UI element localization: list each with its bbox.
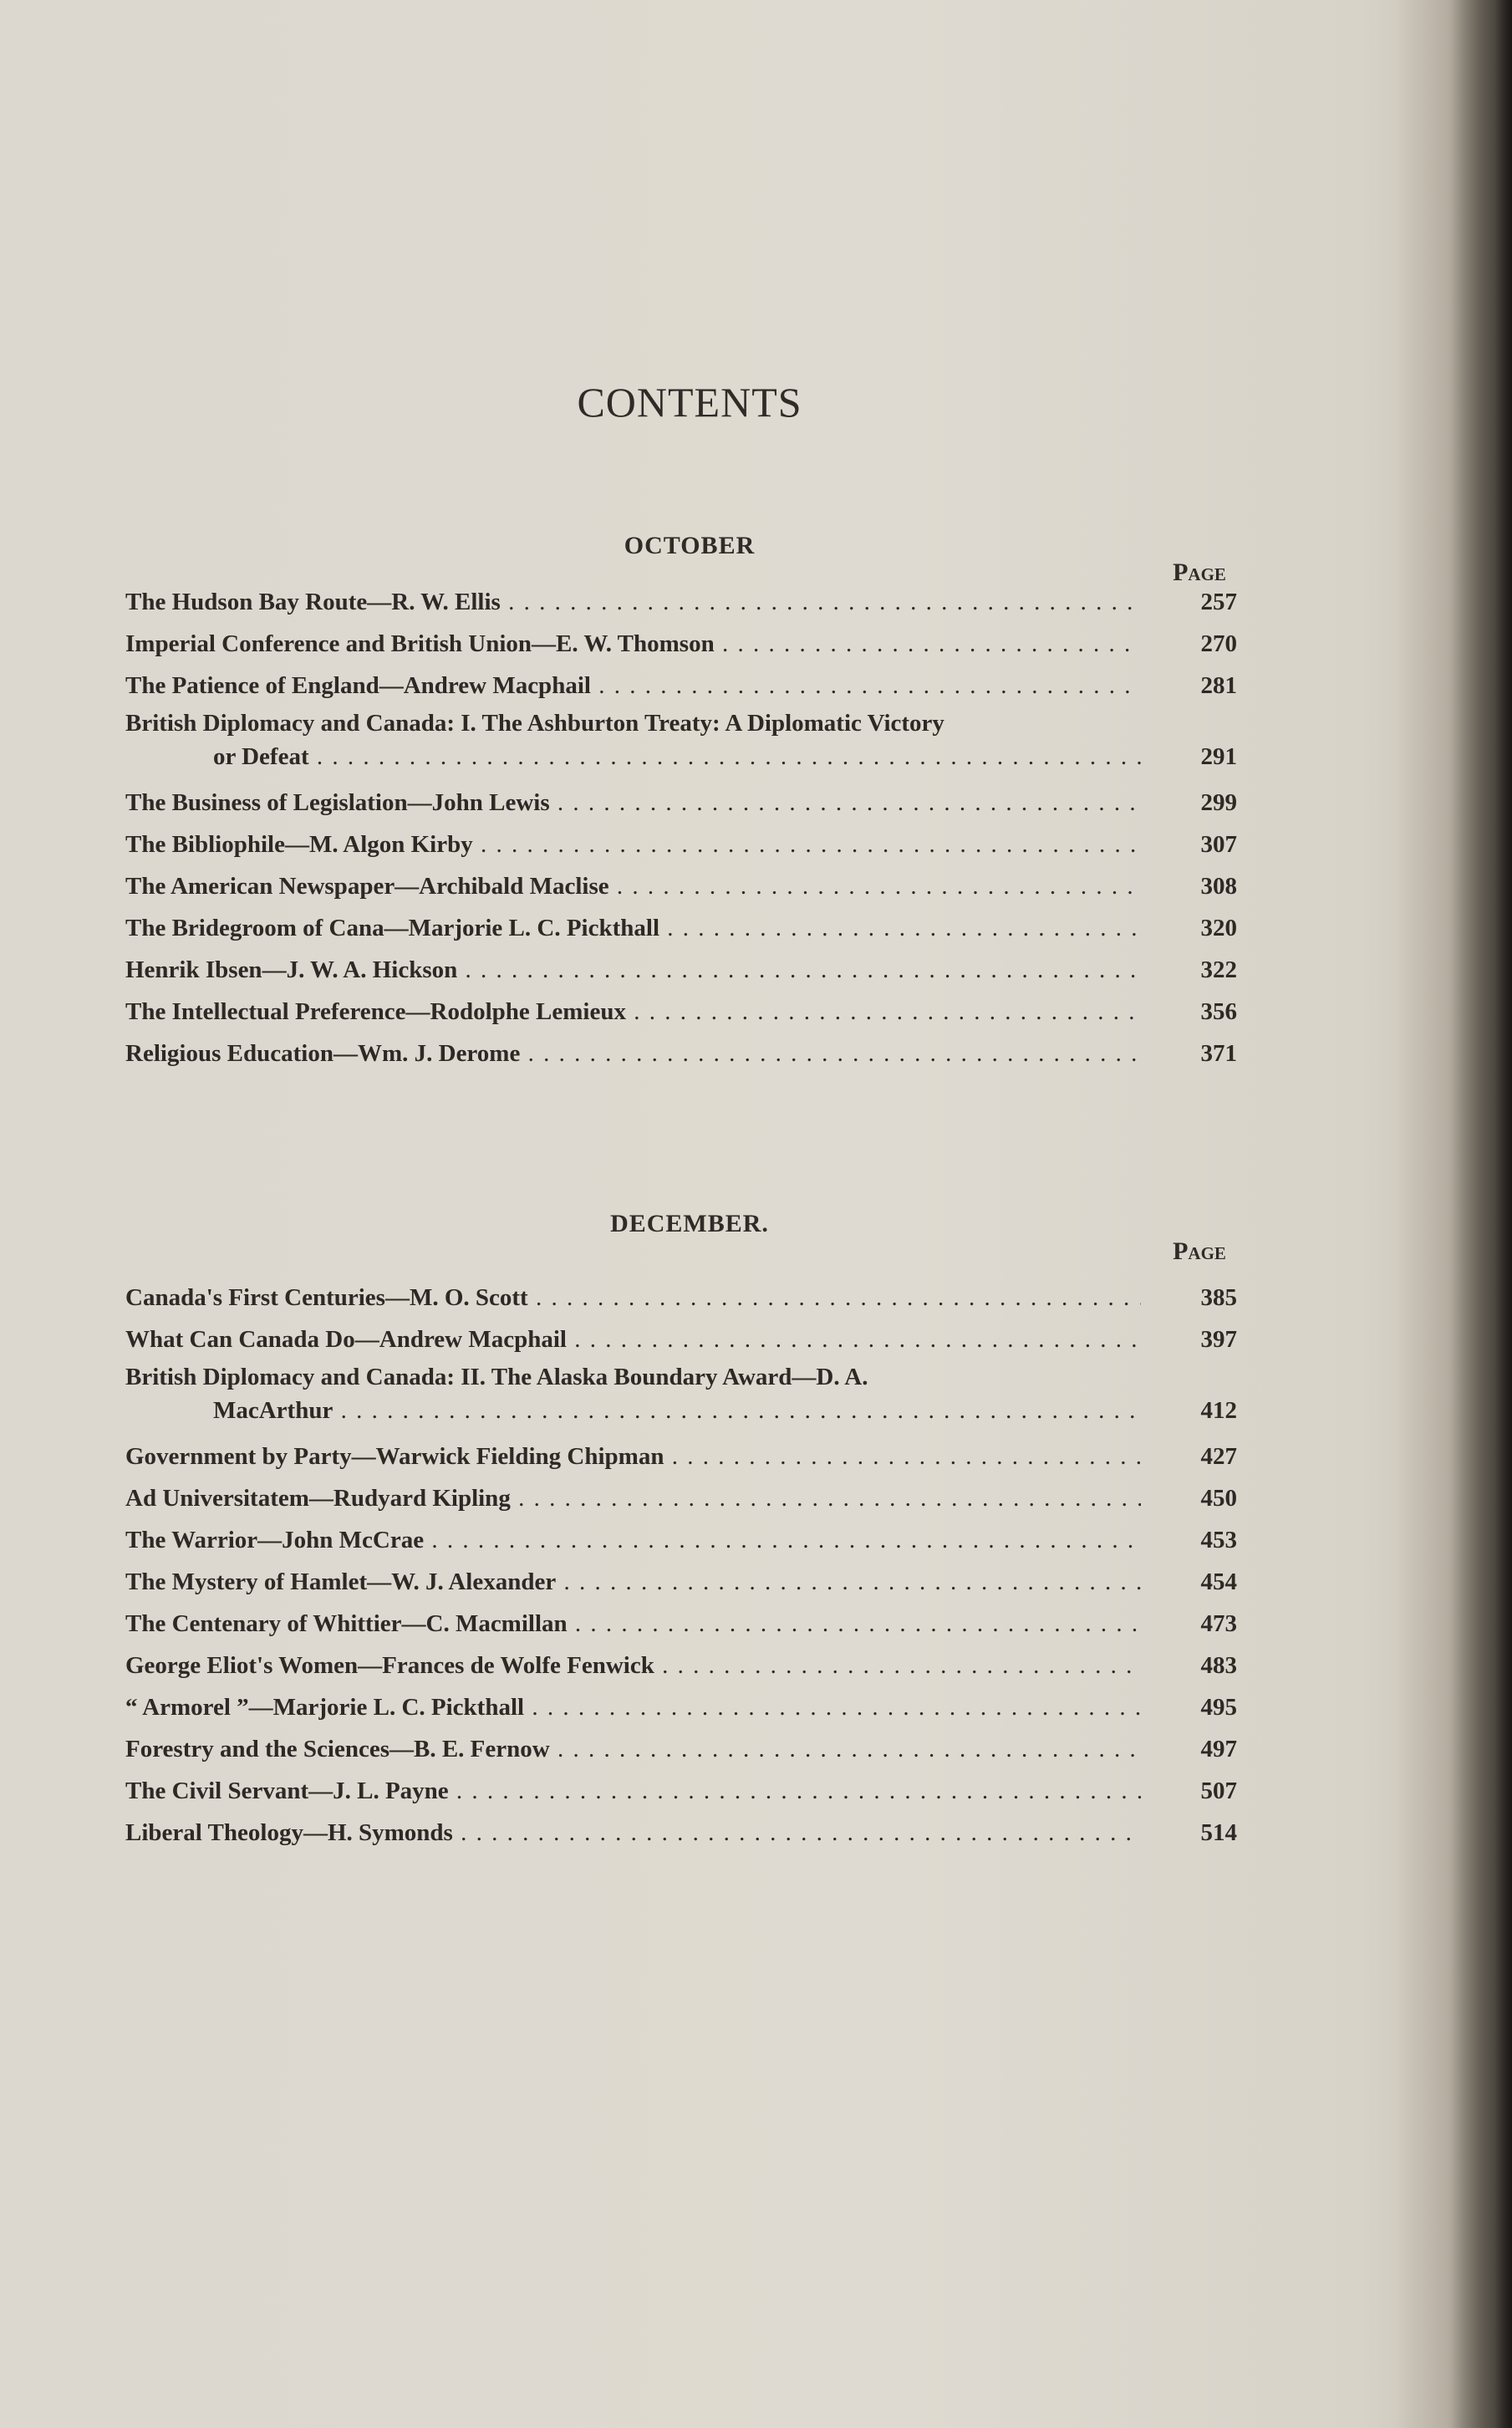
toc-entry-title: George Eliot's Women—Frances de Wolfe Fenwick . . . xyxy=(125,1645,1141,1686)
toc-entry[interactable] xyxy=(125,1728,1237,1770)
toc-entry[interactable] xyxy=(125,1033,1237,1074)
toc-entry[interactable] xyxy=(125,907,1237,949)
toc-entry-title: The Mystery of Hamlet—W. J. Alexander . . . xyxy=(125,1561,1141,1603)
toc-entry-page: 257 xyxy=(1200,589,1237,615)
toc-entry-title: “ Armorel ”—Marjorie L. C. Pickthall . . . xyxy=(125,1686,1141,1728)
toc-entry[interactable] xyxy=(125,1319,1237,1360)
contents-title: CONTENTS xyxy=(577,379,802,426)
toc-entry[interactable] xyxy=(125,665,1237,706)
toc-entry-page: 308 xyxy=(1200,873,1237,900)
section-heading-october: OCTOBER xyxy=(624,532,756,559)
toc-entry-title-continued: or Defeat . . . xyxy=(213,740,1141,773)
toc-entry[interactable] xyxy=(125,1277,1237,1319)
toc-entry[interactable] xyxy=(125,1519,1237,1561)
toc-entry-page: 307 xyxy=(1200,831,1237,858)
binding-shadow xyxy=(1395,0,1512,2428)
toc-entry[interactable] xyxy=(125,949,1237,991)
toc-entry-title: The Hudson Bay Route—R. W. Ellis . . . xyxy=(125,581,1141,623)
toc-entry-title: The Civil Servant—J. L. Payne . . . xyxy=(125,1770,1141,1812)
toc-entry-title: The Intellectual Preference—Rodolphe Lemieux . . . xyxy=(125,991,1141,1033)
toc-entry-page: 483 xyxy=(1200,1652,1237,1679)
toc-entry-title: The Bridegroom of Cana—Marjorie L. C. Pickthall . . . xyxy=(125,907,1141,949)
toc-entry[interactable] xyxy=(125,991,1237,1033)
toc-entry-page: 322 xyxy=(1200,956,1237,983)
section-heading-december: DECEMBER. xyxy=(610,1210,769,1237)
toc-entry-title-continued: MacArthur . . . xyxy=(213,1394,1141,1427)
toc-entry-title: The Centenary of Whittier—C. Macmillan . . . xyxy=(125,1603,1141,1645)
toc-entry-page: 497 xyxy=(1200,1736,1237,1762)
toc-entry[interactable] xyxy=(125,824,1237,865)
toc-entry[interactable] xyxy=(125,1436,1237,1477)
toc-entry-page: 454 xyxy=(1200,1569,1237,1595)
toc-entry-page: 412 xyxy=(1200,1397,1237,1424)
toc-entry-title: Government by Party—Warwick Fielding Chipman . . . xyxy=(125,1436,1141,1477)
toc-entry-title: The Business of Legislation—John Lewis . . . xyxy=(125,782,1141,824)
toc-entry-title: Imperial Conference and British Union—E. W. Thomson . . . xyxy=(125,623,1141,665)
page-column-label-december: Page xyxy=(1173,1237,1226,1265)
toc-entry-page: 299 xyxy=(1200,789,1237,816)
toc-entry-title: The Bibliophile—M. Algon Kirby . . . xyxy=(125,824,1141,865)
october-entries xyxy=(125,581,1237,1074)
toc-entry[interactable] xyxy=(125,865,1237,907)
toc-entry-page: 473 xyxy=(1200,1610,1237,1637)
toc-entry-title: Religious Education—Wm. J. Derome . . . xyxy=(125,1033,1141,1074)
toc-entry-title: Henrik Ibsen—J. W. A. Hickson . . . xyxy=(125,949,1141,991)
toc-entry-page: 427 xyxy=(1200,1443,1237,1470)
toc-entry[interactable] xyxy=(125,1360,1237,1436)
toc-entry-title: The American Newspaper—Archibald Maclise . . . xyxy=(125,865,1141,907)
toc-entry-page: 514 xyxy=(1200,1819,1237,1846)
toc-entry-title: Canada's First Centuries—M. O. Scott . . . xyxy=(125,1277,1141,1319)
toc-entry-title: The Patience of England—Andrew Macphail . . . xyxy=(125,665,1141,706)
toc-entry-title: What Can Canada Do—Andrew Macphail . . . xyxy=(125,1319,1141,1360)
toc-entry-page: 507 xyxy=(1200,1778,1237,1804)
toc-entry-page: 356 xyxy=(1200,998,1237,1025)
december-entries xyxy=(125,1277,1237,1854)
toc-entry[interactable] xyxy=(125,1686,1237,1728)
toc-entry[interactable] xyxy=(125,623,1237,665)
toc-entry[interactable] xyxy=(125,782,1237,824)
toc-entry-page: 371 xyxy=(1200,1040,1237,1067)
toc-entry-title: Forestry and the Sciences—B. E. Fernow . . . xyxy=(125,1728,1141,1770)
toc-entry-page: 270 xyxy=(1200,630,1237,657)
toc-entry-page: 453 xyxy=(1200,1527,1237,1553)
toc-entry-page: 291 xyxy=(1200,743,1237,770)
toc-entry-page: 385 xyxy=(1200,1284,1237,1311)
toc-entry-title: British Diplomacy and Canada: I. The Ashburton Treaty: A Diplomatic Victory xyxy=(125,710,944,737)
toc-entry-page: 450 xyxy=(1200,1485,1237,1512)
toc-entry[interactable] xyxy=(125,1645,1237,1686)
toc-entry[interactable] xyxy=(125,706,1237,782)
toc-entry-page: 397 xyxy=(1200,1326,1237,1353)
toc-entry-page: 495 xyxy=(1200,1694,1237,1721)
toc-entry[interactable] xyxy=(125,1477,1237,1519)
toc-entry-title: The Warrior—John McCrae . . . xyxy=(125,1519,1141,1561)
toc-entry-title: Ad Universitatem—Rudyard Kipling . . . xyxy=(125,1477,1141,1519)
toc-entry[interactable] xyxy=(125,581,1237,623)
toc-entry-title: British Diplomacy and Canada: II. The Alaska Boundary Award—D. A. xyxy=(125,1364,868,1390)
toc-entry[interactable] xyxy=(125,1603,1237,1645)
toc-entry[interactable] xyxy=(125,1812,1237,1854)
toc-entry-title: Liberal Theology—H. Symonds . . . xyxy=(125,1812,1141,1854)
toc-entry-page: 281 xyxy=(1200,672,1237,699)
page-column-label-october: Page xyxy=(1173,559,1226,586)
toc-entry[interactable] xyxy=(125,1561,1237,1603)
toc-entry-page: 320 xyxy=(1200,915,1237,941)
toc-entry[interactable] xyxy=(125,1770,1237,1812)
